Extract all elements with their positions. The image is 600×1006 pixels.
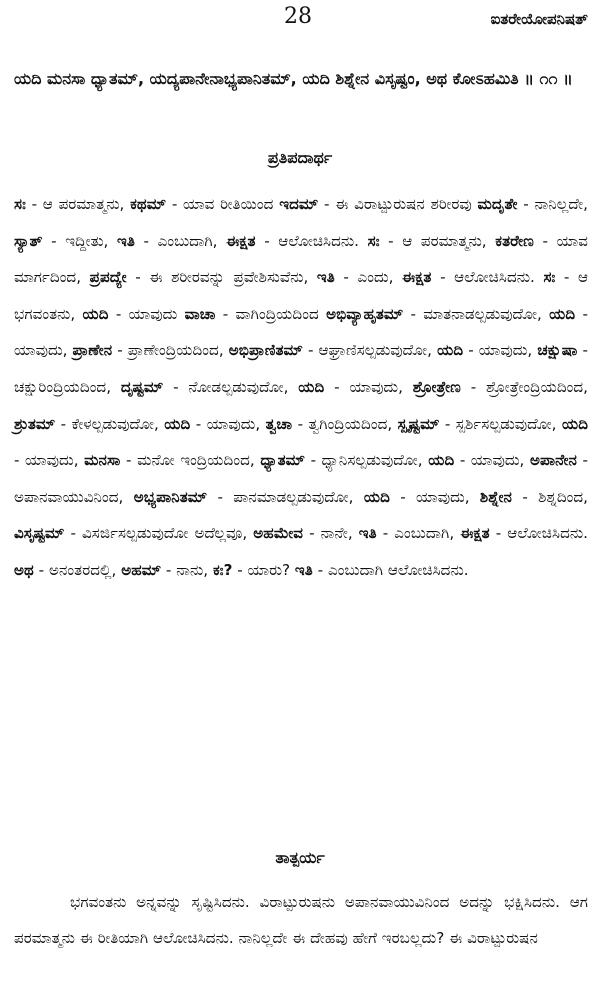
- gloss-term: ಈಕ್ಷತ: [226, 231, 256, 250]
- gloss-term: ಯದಿ: [298, 377, 325, 396]
- gloss-meaning: - ಯಾವ ರೀತಿಯಿಂದ: [166, 195, 280, 213]
- gloss-meaning: - ಶಿಶ್ನದಿಂದ,: [512, 487, 589, 506]
- gloss-term: ಅಹಮ್: [121, 560, 162, 579]
- gloss-meaning: - ಯಾವುದು,: [324, 377, 413, 396]
- gloss-meaning: - ನೋಡಲ್ಪಡುವುದೋ,: [163, 377, 299, 396]
- gloss-term: ಇತಿ: [316, 268, 335, 287]
- gloss-term: ಸಃ: [14, 195, 26, 213]
- gloss-term: ಅಭ್ಯಪಾನಿತಮ್: [133, 487, 208, 506]
- gloss-term: ಇತಿ: [294, 560, 313, 579]
- gloss-meaning: - ಯಾವುದು,: [190, 414, 266, 433]
- gloss-meaning: - ಆ ಪರಮಾತ್ಮನು,: [379, 231, 496, 250]
- gloss-meaning: - ಯಾವುದು,: [389, 487, 480, 506]
- gloss-meaning: - ಪಾನಮಾಡಲ್ಪಡುವುದೋ,: [207, 487, 364, 506]
- gloss-term: ಈಕ್ಷತ: [402, 268, 432, 287]
- running-title: ಐತರೇಯೋಪನಿಷತ್: [490, 10, 588, 28]
- gloss-meaning: - ಆಲೋಚಿಸಿದನು.: [489, 524, 588, 543]
- page-number: 28: [284, 4, 312, 29]
- gloss-term: ಯದಿ: [164, 414, 191, 433]
- gloss-term: ದೃಷ್ಟಮ್: [120, 377, 164, 396]
- gloss-meaning: - ವಿಸರ್ಜಿಸಲ್ಪಡುವುದೋ ಅದೆಲ್ಲವೂ,: [64, 524, 254, 543]
- gloss-term: ಅಥ: [14, 560, 34, 579]
- gloss-meaning: - ಆ ಪರಮಾತ್ಮನು,: [25, 195, 131, 213]
- gloss-term: ಯದಿ: [363, 487, 390, 506]
- verse-text: ಯದಿ ಮನಸಾ ಧ್ಯಾತಮ್, ಯದ್ಯಪಾನೇನಾಭ್ಯಪಾನಿತಮ್, ಯದಿ ಶಿಶ್ನೇನ ವಿಸೃಷ್ಟಂ, ಅಥ ಕೋಽಹಮಿತಿ ॥ ೧೧ ॥: [14, 69, 573, 88]
- gloss-meaning: - ಯಾವುದು,: [454, 451, 530, 470]
- gloss-term: ಅಭಿವ್ಯಾಹೃತಮ್: [326, 304, 404, 323]
- gloss-term: ಚಕ್ಷುಷಾ: [537, 341, 578, 360]
- gloss-term: ಯದಿ: [549, 304, 576, 323]
- gloss-meaning: - ಯಾವ ಮಾರ್ಗದಿಂದ,: [14, 231, 588, 287]
- gloss-term: ಧ್ಯಾತಮ್: [260, 451, 305, 470]
- gloss-meaning: - ಇದ್ದೀತು,: [42, 231, 117, 250]
- gloss-term: ಕಥಮ್: [130, 195, 167, 213]
- gloss-term: ಯದಿ: [561, 414, 589, 433]
- gloss-meaning: - ಯಾವುದು,: [14, 451, 85, 470]
- gloss-meaning: - ನಾನು,: [161, 560, 213, 579]
- gloss-meaning: - ಮನೋ ಇಂದ್ರಿಯದಿಂದ,: [120, 451, 261, 470]
- gloss-meaning: - ನಾನೇ,: [303, 524, 359, 543]
- gloss-meaning: - ಆಘ್ರಾಣಿಸಲ್ಪಡುವುದೋ,: [302, 341, 438, 360]
- gloss-meaning: - ಪ್ರಾಣೇಂದ್ರಿಯದಿಂದ,: [112, 341, 229, 360]
- gloss-meaning: - ಈ ಶರೀರವನ್ನು ಪ್ರವೇಶಿಸುವೆನು,: [126, 268, 317, 287]
- gloss-term: ಇತಿ: [116, 231, 135, 250]
- word-meaning-paragraph: [14, 186, 588, 589]
- gloss-meaning: - ಎಂದು,: [334, 268, 403, 287]
- gloss-meaning: - ಅಪಾನವಾಯುವಿನಿಂದ,: [14, 451, 589, 506]
- gloss-meaning: - ನಾನಿಲ್ಲದೇ,: [517, 195, 588, 213]
- gloss-term: ತ್ವಚಾ: [265, 414, 293, 433]
- gloss-term: ವಿಸೃಷ್ಟಮ್: [14, 524, 65, 543]
- gloss-term: ಕತರೇಣ: [495, 231, 534, 250]
- gloss-term: ಅಪಾನೇನ: [529, 451, 577, 470]
- gloss-term: ವಾಚಾ: [184, 304, 216, 323]
- gloss-term: ಕಃ?: [212, 560, 233, 579]
- gloss-term: ಇತಿ: [358, 524, 377, 543]
- gloss-term: ಸಃ: [367, 231, 380, 250]
- gloss-term: ಸಃ: [543, 268, 556, 287]
- gloss-term: ಯದಿ: [82, 304, 109, 323]
- gloss-meaning: - ವಾಗಿಂದ್ರಿಯದಿಂದ: [215, 304, 327, 323]
- gloss-term: ಮನಸಾ: [84, 451, 121, 470]
- gloss-meaning: - ಯಾರು?: [232, 560, 295, 579]
- gloss-meaning: - ಯಾವುದು: [108, 304, 185, 323]
- gloss-meaning: - ಆ ಭಗವಂತನು,: [14, 268, 588, 323]
- gloss-meaning: - ಎಂಬುದಾಗಿ,: [134, 231, 227, 250]
- gloss-term: ಇದಮ್: [279, 195, 319, 213]
- gloss-term: ಯದಿ: [428, 451, 455, 470]
- section-heading-summary: ತಾತ್ಪರ್ಯ: [275, 848, 325, 867]
- gloss-term: ಈಕ್ಷತ: [460, 524, 490, 543]
- gloss-meaning: - ಕೇಳಲ್ಪಡುವುದೋ,: [55, 414, 165, 433]
- gloss-meaning: - ಯಾವುದು,: [463, 341, 538, 360]
- gloss-term: ಮದೃತೇ: [477, 195, 518, 213]
- gloss-term: ಸ್ಪೃಷ್ಟಮ್: [397, 414, 440, 433]
- gloss-meaning: - ಸ್ಪರ್ಶಿಸಲ್ಪಡುವುದೋ,: [439, 414, 562, 433]
- section-heading-word-meaning: ಪ್ರತಿಪದಾರ್ಥ: [267, 148, 333, 167]
- summary-paragraph: ಭಗವಂತನು ಅನ್ನವನ್ನು ಸೃಷ್ಟಿಸಿದನು. ವಿರಾಟ್ಪುರುಷನು ಅಪಾನವಾಯುವಿನಿಂದ ಅದನ್ನು ಭಕ್ಷಿಸಿದನು. ಆಗ ಪರಮಾತ್ಮನು ಈ ರೀತಿಯಾಗಿ ಆಲೋಚಿಸಿದನು. ನಾನಿಲ್ಲದೇ ಈ ದೇಹವು ಹೇಗೆ ಇರಬಲ್ಲದು? ಈ ವಿರಾಟ್ಪುರುಷನ: [14, 893, 588, 947]
- gloss-term: ಸ್ಯಾತ್: [14, 231, 43, 250]
- gloss-term: ಶ್ರೋತ್ರೇಣ: [412, 377, 461, 396]
- gloss-meaning: - ಆಲೋಚಿಸಿದನು.: [431, 268, 544, 287]
- gloss-term: ಶಿಶ್ನೇನ: [479, 487, 512, 506]
- gloss-term: ಯದಿ: [437, 341, 464, 360]
- gloss-meaning: - ಎಂಬುದಾಗಿ,: [376, 524, 461, 543]
- gloss-meaning: - ಚಕ್ಷುರಿಂದ್ರಿಯದಿಂದ,: [14, 341, 588, 396]
- gloss-term: ಅಭಿಪ್ರಾಣಿತಮ್: [228, 341, 303, 360]
- gloss-meaning: - ಅನಂತರದಲ್ಲಿ,: [33, 560, 122, 579]
- gloss-meaning: - ಧ್ಯಾನಿಸಲ್ಪಡುವುದೋ,: [305, 451, 429, 470]
- gloss-meaning: - ತ್ವಗಿಂದ್ರಿಯದಿಂದ,: [292, 414, 398, 433]
- page-header: [0, 4, 600, 36]
- gloss-meaning: - ಎಂಬುದಾಗಿ ಆಲೋಚಿಸಿದನು.: [312, 560, 469, 579]
- gloss-meaning: - ಯಾವುದು,: [14, 304, 588, 360]
- gloss-term: ಪ್ರಾಣೇನ: [72, 341, 113, 360]
- gloss-meaning: - ಮಾತನಾಡಲ್ಪಡುವುದೋ,: [403, 304, 550, 323]
- gloss-term: ಪ್ರಪದ್ಯೇ: [89, 268, 127, 287]
- gloss-term: ಶ್ರುತಮ್: [14, 414, 56, 433]
- gloss-meaning: - ಆಲೋಚಿಸಿದನು.: [255, 231, 368, 250]
- gloss-meaning: - ಈ ವಿರಾಟ್ಪುರುಷನ ಶರೀರವು: [318, 195, 478, 213]
- gloss-meaning: - ಶ್ರೋತ್ರೇಂದ್ರಿಯದಿಂದ,: [460, 377, 589, 396]
- gloss-term: ಅಹಮೇವ: [253, 524, 304, 543]
